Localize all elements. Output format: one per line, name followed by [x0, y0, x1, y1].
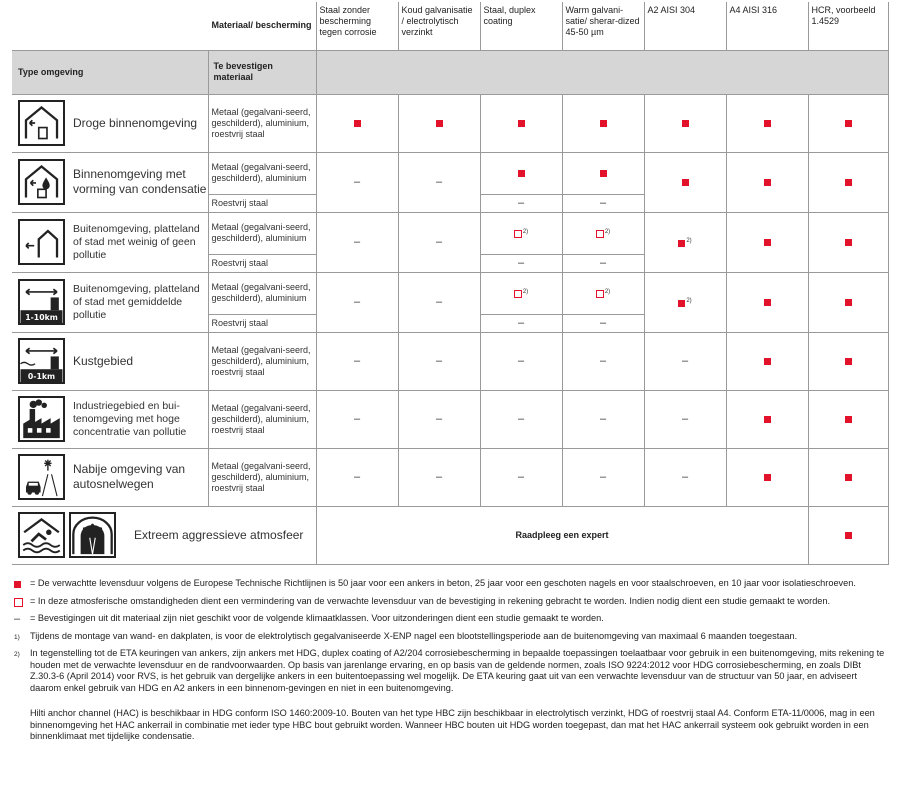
suitable-mark: [845, 120, 852, 127]
not-suitable-mark: –: [353, 470, 361, 483]
suitable-mark: [764, 239, 771, 246]
material-cell: Metaal (gegalvani-seerd, geschilderd), aluminium, roestvrij staal: [208, 390, 316, 448]
suitable-mark: [600, 120, 607, 127]
house-outdoor-icon: [18, 219, 65, 265]
env-label: Industriegebied en bui-tenomgeving met hoge concentratie van pollutie: [73, 399, 187, 438]
material-cell: Metaal (gegalvani-seerd, geschilderd), aluminium, roestvrij staal: [208, 332, 316, 390]
not-suitable-mark: –: [435, 470, 443, 483]
not-suitable-mark: –: [517, 316, 525, 329]
not-suitable-mark: –: [681, 470, 689, 483]
col-cold-galvanised: Koud galvanisatie / electrolytisch verzinkt: [398, 2, 480, 50]
suitable-mark: [845, 474, 852, 481]
house-arrow-icon: [18, 100, 65, 146]
legend: [14, 578, 890, 743]
legend-item: $^{1)}$ Tijdens de montage van wand- en dakplaten, is voor de elektrolytisch gegalvaniseerde X-ENP nagel een blootstellingsperiode aan de buitenomgeving van maximaal 6 maanden toegestaan.: [14, 630, 798, 641]
not-suitable-mark: –: [353, 175, 361, 188]
suitable-mark: [845, 532, 852, 539]
table-row: Buitenomgeving, platteland of stad met weinig of geen pollutie Metaal (gegalvani-seerd, geschilderd), aluminium – – $^{2)}$ $^{2)}$ $^{2)}$: [12, 212, 888, 254]
not-suitable-mark: –: [599, 412, 607, 425]
suitable-mark: [845, 416, 852, 423]
material-cell: Metaal (gegalvani-seerd, geschilderd), aluminium: [208, 152, 316, 194]
suitable-mark: [678, 300, 685, 307]
type-environment-header: Type omgeving: [12, 50, 208, 94]
not-suitable-mark: –: [517, 354, 525, 367]
house-droplet-icon: [18, 159, 65, 205]
not-suitable-mark: –: [517, 412, 525, 425]
subheader-row: [12, 50, 888, 94]
suitable-mark: [764, 416, 771, 423]
not-suitable-mark: –: [435, 295, 443, 308]
legend-item: = In deze atmosferische omstandigheden dient een vermindering van de verwachte levensduur van de bevestiging in rekening gebracht te worden. Indien nodig dient een studie gemaakt te worden.: [14, 596, 890, 609]
table-row: [12, 390, 888, 448]
col-hot-galvanised: Warm galvani-satie/ sherar-dized 45-50 µm: [562, 2, 644, 50]
distance-icon: [18, 279, 65, 325]
material-cell: Metaal (gegalvani-seerd, geschilderd), aluminium: [208, 272, 316, 314]
tunnel-icon: [69, 512, 116, 558]
suitable-mark: [845, 239, 852, 246]
suitable-mark: [845, 358, 852, 365]
distance-badge: 1-10km: [25, 312, 58, 322]
material-cell: Metaal (gegalvani-seerd, geschilderd), aluminium, roestvrij staal: [208, 94, 316, 152]
suitable-mark: [436, 120, 443, 127]
not-suitable-mark: –: [14, 613, 21, 625]
suitable-mark: [764, 120, 771, 127]
swimming-pool-icon: [18, 512, 65, 558]
col-steel-unprotected: Staal zonder bescherming tegen corrosie: [316, 2, 398, 50]
footnote-marker: 1): [14, 633, 20, 641]
env-label: Kustgebied: [73, 353, 134, 368]
reduced-lifetime-mark: [14, 598, 23, 607]
not-suitable-mark: –: [599, 256, 607, 269]
suitable-mark: [682, 120, 689, 127]
not-suitable-mark: –: [435, 235, 443, 248]
table-row: [12, 152, 888, 194]
material-cell: Metaal (gegalvani-seerd, geschilderd), aluminium: [208, 212, 316, 254]
suitable-mark: [764, 179, 771, 186]
suitable-mark: [14, 581, 21, 588]
env-label: Buitenomgeving, platteland of stad met weinig of geen pollutie: [73, 222, 200, 261]
not-suitable-mark: –: [517, 196, 525, 209]
suitable-mark: [682, 179, 689, 186]
table-row: 1-10km Buitenomgeving, platteland of stad met gemiddelde pollutie Metaal (gegalvani-seerd, geschilderd), aluminium – – $^{2)}$ $^{2)}$ $^{2)}$: [12, 272, 888, 314]
material-cell: Roestvrij staal: [208, 254, 316, 272]
suitable-mark: [845, 299, 852, 306]
highway-icon: [18, 454, 65, 500]
env-label: Binnenomgeving met vorming van condensatie: [73, 167, 207, 196]
col-duplex: Staal, duplex coating: [480, 2, 562, 50]
not-suitable-mark: –: [599, 196, 607, 209]
expert-cell: Raadpleeg een expert: [316, 506, 808, 564]
suitable-mark: [354, 120, 361, 127]
suitable-mark: [764, 474, 771, 481]
not-suitable-mark: –: [435, 412, 443, 425]
legend-item: $^{2)}$ In tegenstelling tot de ETA keuringen van ankers, zijn ankers met HDG, duplex coating of A2/204 corrosiebescherming in bepaalde toepassingen toelaatbaar voor gebruik in een buitenomgeving, mits rekening te houden met de verwachte levensduur en de randvoorwaarden. Op basis van jarenlange ervaring, en op basis van de geldende normen, zoals ISO 9224:2012 voor HDG corrosiebescherming, en zoals DIBt Z.30.3-6 (April 2014) voor RVS, is het gebruik van dergelijke ankers in een buitentoepassing wel mogelijk. De ETA keuring gaat uit van een verwachte levensduur van de structuur van 50 jaar, en adviseert daarom enkel gebruik van HDG en A2 ankers in een binnenom-gevingen en niet in een buitenomgeving.: [14, 648, 885, 693]
not-suitable-mark: –: [599, 470, 607, 483]
env-label: Droge binnenomgeving: [73, 115, 198, 130]
factory-icon: [18, 396, 65, 442]
col-a2: A2 AISI 304: [644, 2, 726, 50]
suitable-mark: [518, 120, 525, 127]
suitable-mark: [845, 179, 852, 186]
reduced-lifetime-mark: [514, 290, 522, 298]
reduced-lifetime-mark: [514, 230, 522, 238]
suitable-mark: [764, 358, 771, 365]
not-suitable-mark: –: [435, 175, 443, 188]
table-row: [12, 448, 888, 506]
legend-item: = De verwachtte levensduur volgens de Europese Technische Richtlijnen is 50 jaar voor een ankers in beton, 25 jaar voor een geschoten nagels en voor staalschroeven, en 10 jaar voor isolatieschroeven.: [14, 578, 890, 591]
coast-distance-icon: [18, 338, 65, 384]
not-suitable-mark: –: [353, 412, 361, 425]
col-a4: A4 AISI 316: [726, 2, 808, 50]
not-suitable-mark: –: [353, 354, 361, 367]
table-row: [12, 506, 888, 564]
material-protection-header: Materiaal/ bescherming: [208, 2, 316, 50]
legend-item: – = Bevestigingen uit dit materiaal zijn niet geschikt voor de volgende klimaatklassen. Voor uitzonderingen dient een studie gemaakt te worden.: [14, 613, 604, 625]
corrosion-table: [12, 2, 889, 565]
not-suitable-mark: –: [681, 354, 689, 367]
material-cell: Roestvrij staal: [208, 314, 316, 332]
final-note: Hilti anchor channel (HAC) is beschikbaar in HDG conform ISO 1460:2009-10. Bouten van het type HBC zijn beschikbaar in electrolytisch verzinkt, HDG of roestvrij staal A4. Conform ETA-11/0006, mag in een binnenomgeving het HAC ankerrail in combinatie met ieder type HBC bout gebruikt worden. Wanneer HBC bouten uit HDG worden toegepast, dan mat het HAC ankerrail systeem ook gebruikt worden in een binnenklimaat met tijdelijke condensatie.: [30, 708, 875, 741]
not-suitable-mark: –: [353, 295, 361, 308]
distance-badge: 0-1km: [27, 371, 56, 381]
not-suitable-mark: –: [599, 316, 607, 329]
not-suitable-mark: –: [435, 354, 443, 367]
reduced-lifetime-mark: [596, 290, 604, 298]
not-suitable-mark: –: [599, 354, 607, 367]
material-cell: Metaal (gegalvani-seerd, geschilderd), aluminium, roestvrij staal: [208, 448, 316, 506]
table-row: [12, 332, 888, 390]
env-label: Extreem aggressieve atmosfeer: [134, 527, 304, 542]
not-suitable-mark: –: [517, 256, 525, 269]
env-label: Nabije omgeving van autosnelwegen: [73, 462, 186, 491]
not-suitable-mark: –: [353, 235, 361, 248]
col-hcr: HCR, voorbeeld 1.4529: [808, 2, 888, 50]
to-fasten-header: Te bevestigen materiaal: [208, 50, 316, 94]
header-row: [12, 2, 888, 50]
suitable-mark: [600, 170, 607, 177]
suitable-mark: [678, 240, 685, 247]
reduced-lifetime-mark: [596, 230, 604, 238]
table-row: [12, 94, 888, 152]
not-suitable-mark: –: [517, 470, 525, 483]
not-suitable-mark: –: [681, 412, 689, 425]
material-cell: Roestvrij staal: [208, 194, 316, 212]
suitable-mark: [764, 299, 771, 306]
footnote-marker: 2): [14, 651, 20, 658]
suitable-mark: [518, 170, 525, 177]
env-label: Buitenomgeving, platteland of stad met gemiddelde pollutie: [73, 282, 200, 321]
